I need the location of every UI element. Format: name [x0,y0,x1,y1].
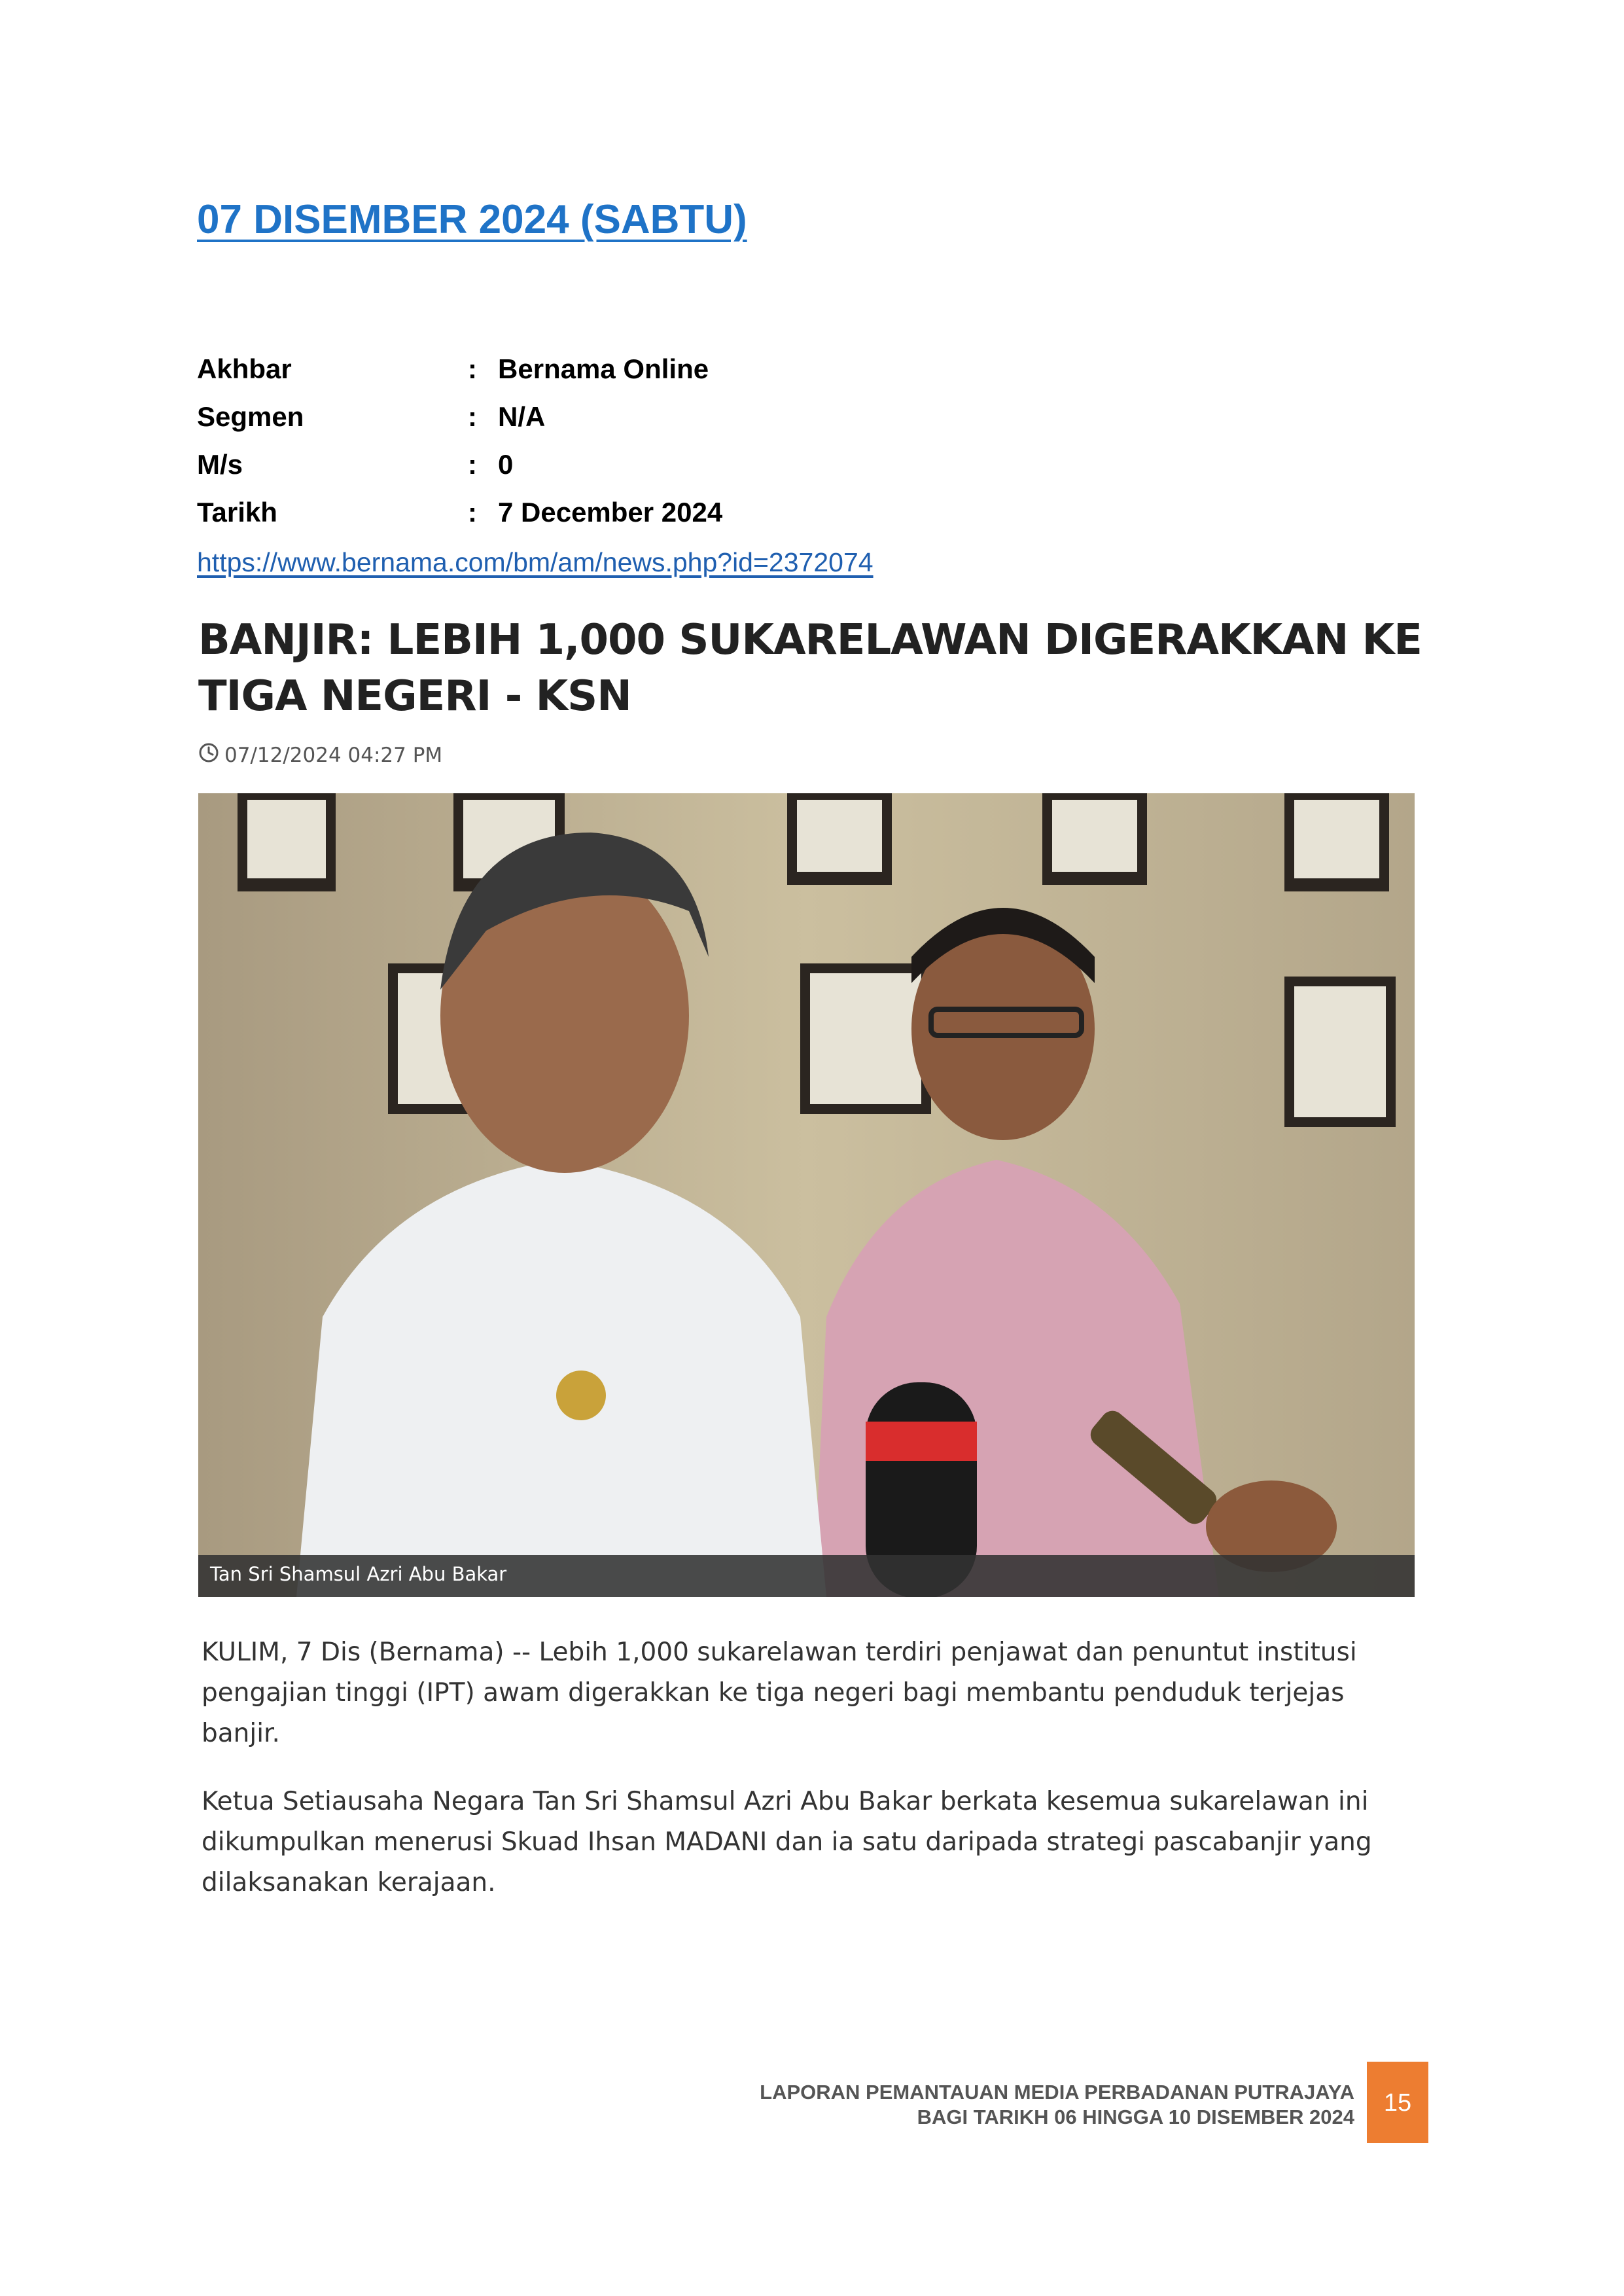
meta-value: Bernama Online [498,353,709,384]
footer-line: BAGI TARIKH 06 HINGGA 10 DISEMBER 2024 [917,2106,1354,2128]
meta-label: Tarikh [197,497,277,528]
meta-label: Akhbar [197,353,292,384]
clock-icon [198,742,219,768]
article-headline: BANJIR: LEBIH 1,000 SUKARELAWAN DIGERAKKAN KE TIGA NEGERI - KSN [198,616,1422,721]
date-heading: 07 DISEMBER 2024 (SABTU) [197,197,747,242]
meta-value: 7 December 2024 [498,497,723,528]
article-paragraph: KULIM, 7 Dis (Bernama) -- Lebih 1,000 sukarelawan terdiri penjawat dan penuntut institusi pengajian tinggi (IPT) awam digerakkan ke tiga negeri bagi membantu penduduk terjejas banjir. [202,1638,1357,1748]
footer-line: LAPORAN PEMANTAUAN MEDIA PERBADANAN PUTRAJAYA [760,2081,1354,2104]
article-photo [198,793,1415,1597]
meta-value: 0 [498,449,514,480]
meta-colon: : [468,449,477,480]
meta-label: Segmen [197,401,304,432]
meta-colon: : [468,497,477,528]
photo-caption: Tan Sri Shamsul Azri Abu Bakar [210,1563,507,1585]
article-paragraph: Ketua Setiausaha Negara Tan Sri Shamsul Azri Abu Bakar berkata kesemua sukarelawan ini dikumpulkan menerusi Skuad Ihsan MADANI dan ia satu daripada strategi pascabanjir yang dilaksanakan kerajaan. [202,1787,1372,1897]
meta-label: M/s [197,449,243,480]
footer-report-title [760,2080,1354,2130]
photo-caption-bar [198,1555,1415,1597]
page-number-badge: 15 [1367,2062,1428,2143]
timestamp-text: 07/12/2024 04:27 PM [224,744,443,767]
article-timestamp [198,742,442,768]
meta-colon: : [468,353,477,384]
meta-colon: : [468,401,477,432]
meta-value: N/A [498,401,546,432]
article-link[interactable]: https://www.bernama.com/bm/am/news.php?id=2372074 [197,547,874,577]
